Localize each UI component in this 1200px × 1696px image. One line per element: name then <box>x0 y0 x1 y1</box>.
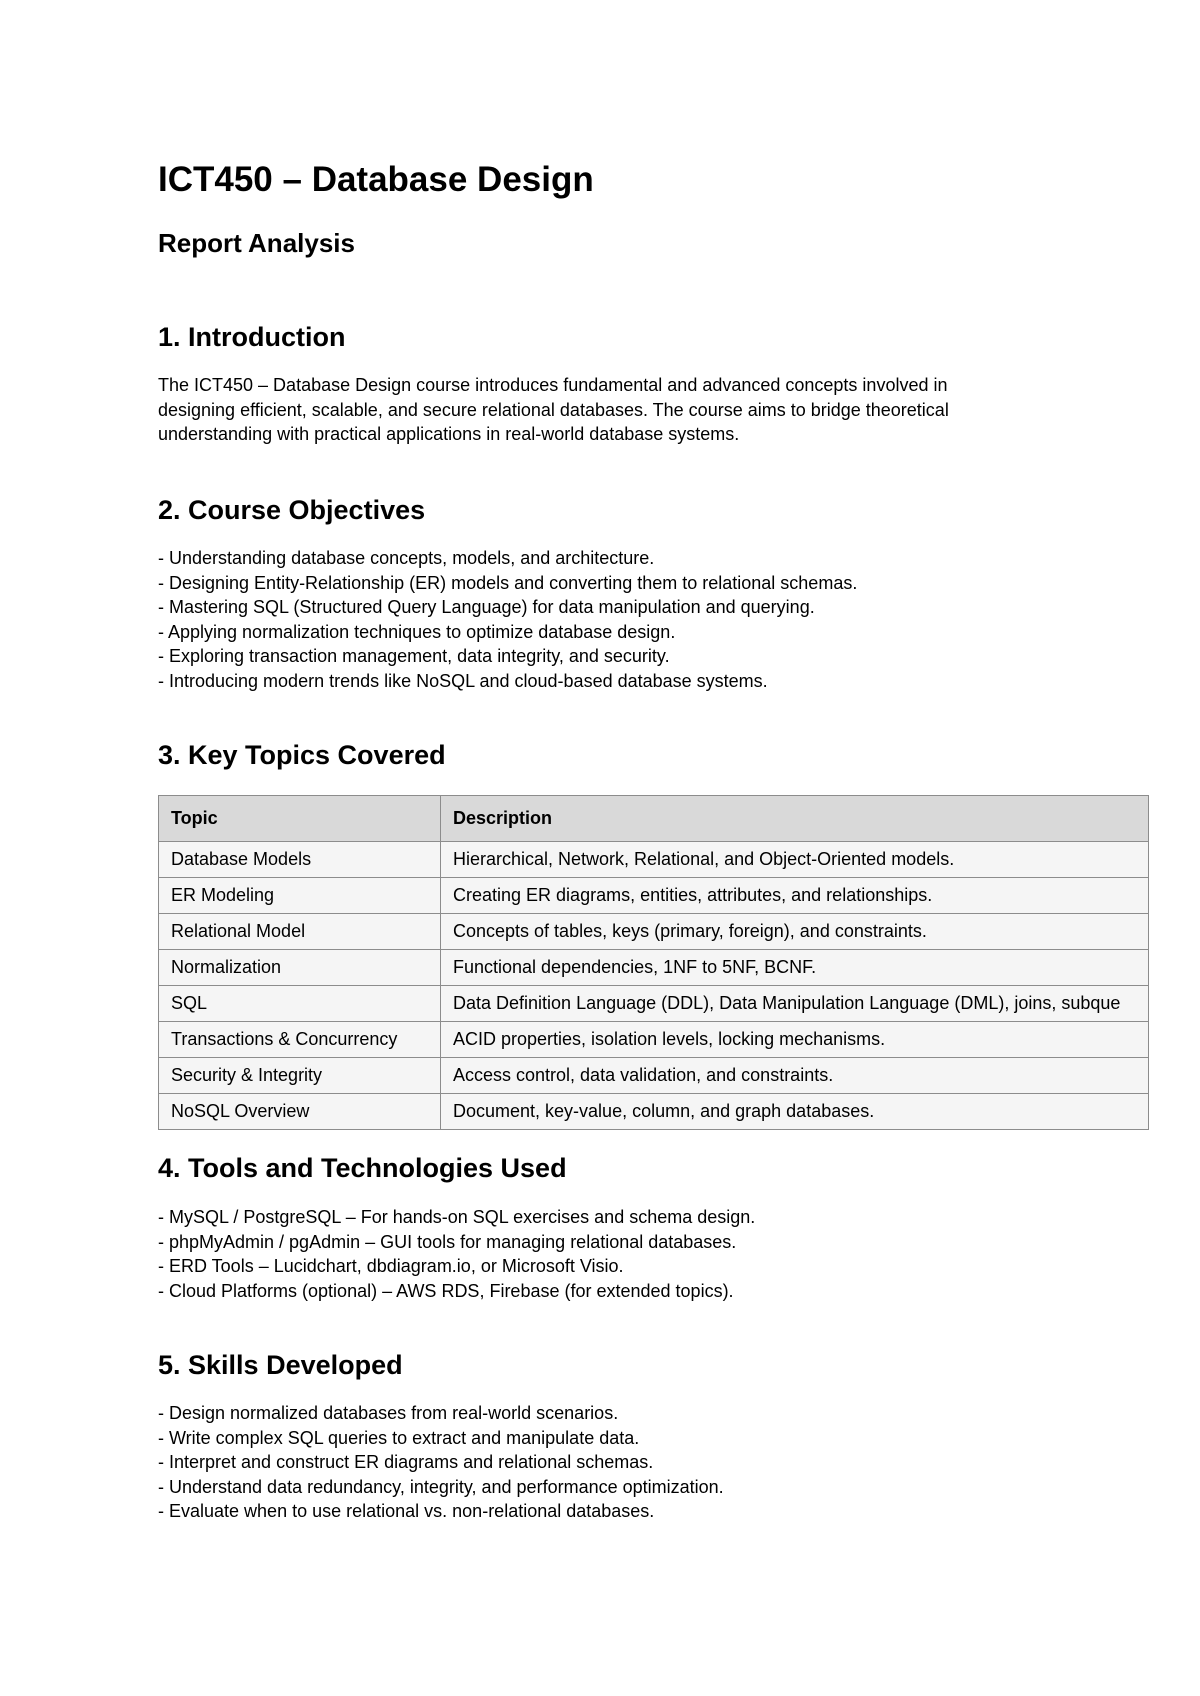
objectives-heading: 2. Course Objectives <box>158 495 426 525</box>
tool-item: - ERD Tools – Lucidchart, dbdiagram.io, or Microsoft Visio. <box>158 1256 624 1276</box>
introduction-heading: 1. Introduction <box>158 322 346 352</box>
skills-heading: 5. Skills Developed <box>158 1350 403 1380</box>
topic-cell: Normalization <box>159 950 441 986</box>
topic-cell: SQL <box>159 986 441 1022</box>
table-row <box>159 1058 1149 1094</box>
skill-item: - Design normalized databases from real-world scenarios. <box>158 1403 619 1423</box>
description-cell: Concepts of tables, keys (primary, foreign), and constraints. <box>441 914 1149 950</box>
description-cell: Data Definition Language (DDL), Data Manipulation Language (DML), joins, subque <box>441 986 1149 1022</box>
description-cell: Functional dependencies, 1NF to 5NF, BCNF. <box>441 950 1149 986</box>
skill-item: - Interpret and construct ER diagrams and relational schemas. <box>158 1452 654 1472</box>
table-header-topic: Topic <box>159 796 441 842</box>
table-header-row <box>159 796 1149 842</box>
topic-cell: Relational Model <box>159 914 441 950</box>
topics-table <box>158 795 1149 1130</box>
objective-item: - Exploring transaction management, data integrity, and security. <box>158 646 670 666</box>
table-row <box>159 1022 1149 1058</box>
description-cell: Document, key-value, column, and graph databases. <box>441 1094 1149 1130</box>
topics-heading: 3. Key Topics Covered <box>158 740 446 770</box>
table-row <box>159 1094 1149 1130</box>
description-cell: Hierarchical, Network, Relational, and Object-Oriented models. <box>441 842 1149 878</box>
table-row <box>159 842 1149 878</box>
objective-item: - Designing Entity-Relationship (ER) models and converting them to relational schemas. <box>158 572 858 593</box>
table-row <box>159 986 1149 1022</box>
skill-item: - Evaluate when to use relational vs. non-relational databases. <box>158 1501 655 1521</box>
introduction-paragraph <box>158 373 1068 447</box>
document-title: ICT450 – Database Design <box>158 160 594 199</box>
table-header-description: Description <box>441 796 1149 842</box>
objectives-list <box>158 546 857 693</box>
skill-item: - Understand data redundancy, integrity, and performance optimization. <box>158 1476 724 1497</box>
table-row <box>159 878 1149 914</box>
topic-cell: ER Modeling <box>159 878 441 914</box>
document-subtitle: Report Analysis <box>158 228 355 258</box>
introduction-line: designing efficient, scalable, and secure relational databases. The course aims to bridge theoretical <box>158 399 949 420</box>
table-row <box>159 914 1149 950</box>
topic-cell: Database Models <box>159 842 441 878</box>
objective-item: - Introducing modern trends like NoSQL and cloud-based database systems. <box>158 670 768 691</box>
introduction-line: The ICT450 – Database Design course introduces fundamental and advanced concepts involved in <box>158 375 948 395</box>
description-cell: ACID properties, isolation levels, locking mechanisms. <box>441 1022 1149 1058</box>
description-cell: Access control, data validation, and constraints. <box>441 1058 1149 1094</box>
topic-cell: NoSQL Overview <box>159 1094 441 1130</box>
skills-list <box>158 1401 724 1524</box>
table-row <box>159 950 1149 986</box>
tool-item: - Cloud Platforms (optional) – AWS RDS, Firebase (for extended topics). <box>158 1280 734 1301</box>
tools-heading: 4. Tools and Technologies Used <box>158 1153 567 1183</box>
introduction-line: understanding with practical applications in real-world database systems. <box>158 424 740 444</box>
tools-list <box>158 1205 755 1303</box>
tool-item: - MySQL / PostgreSQL – For hands-on SQL exercises and schema design. <box>158 1207 756 1227</box>
tool-item: - phpMyAdmin / pgAdmin – GUI tools for managing relational databases. <box>158 1231 737 1252</box>
document-page <box>158 0 1158 1696</box>
objective-item: - Understanding database concepts, models, and architecture. <box>158 548 655 568</box>
topic-cell: Transactions & Concurrency <box>159 1022 441 1058</box>
topic-cell: Security & Integrity <box>159 1058 441 1094</box>
objective-item: - Mastering SQL (Structured Query Language) for data manipulation and querying. <box>158 597 815 617</box>
description-cell: Creating ER diagrams, entities, attributes, and relationships. <box>441 878 1149 914</box>
skill-item: - Write complex SQL queries to extract and manipulate data. <box>158 1427 640 1448</box>
objective-item: - Applying normalization techniques to optimize database design. <box>158 621 676 642</box>
